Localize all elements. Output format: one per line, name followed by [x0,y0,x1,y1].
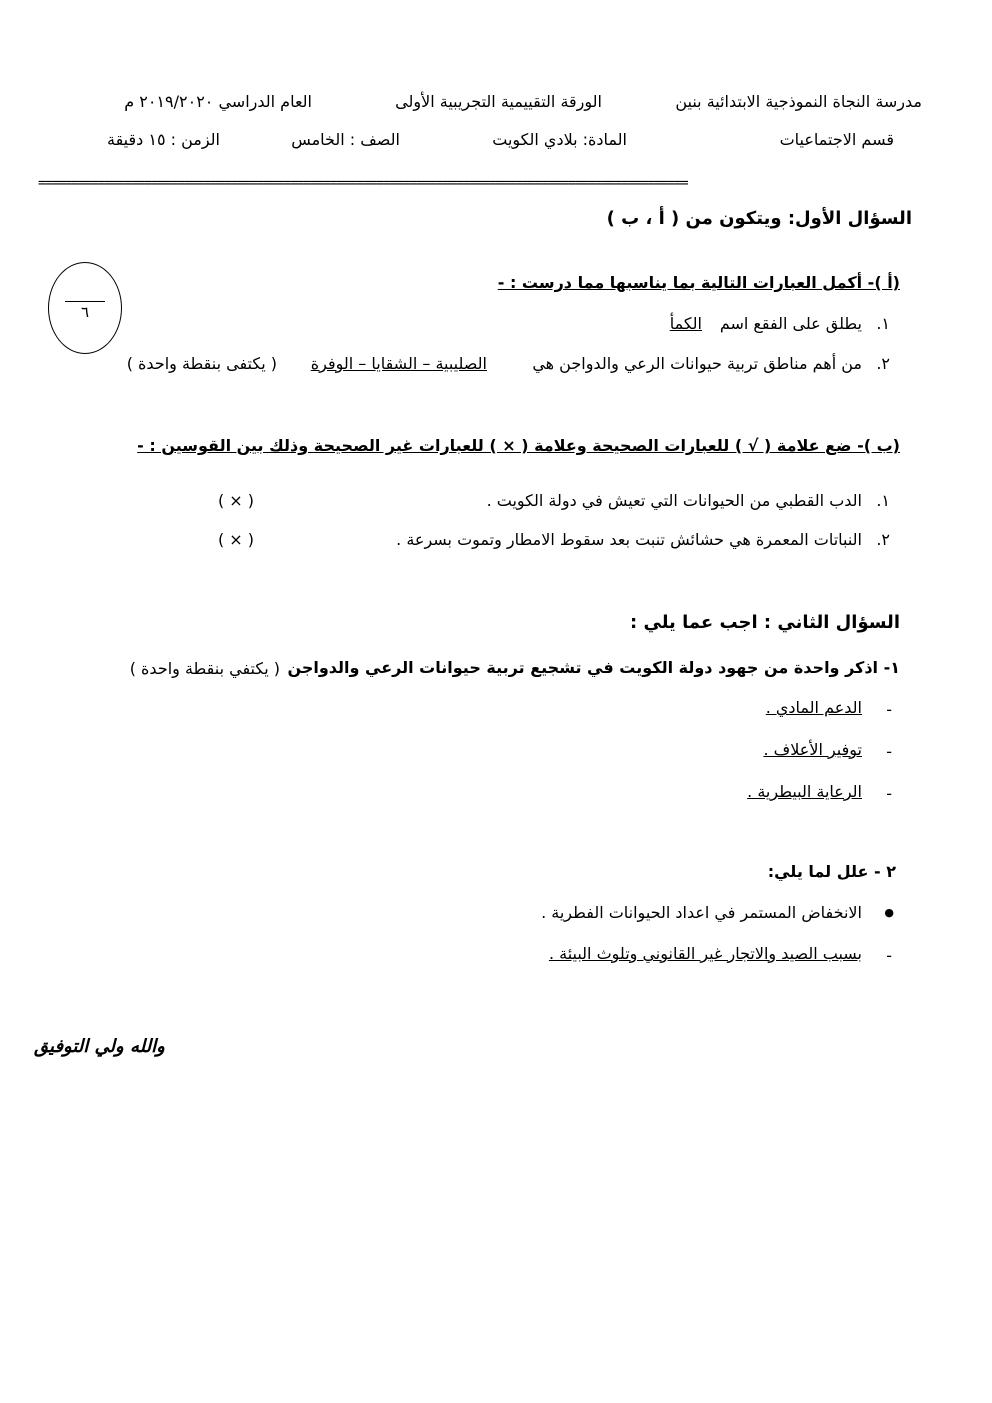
q1b-item2-text: النباتات المعمرة هي حشائش تنبت بعد سقوط الامطار وتموت بسرعة . [396,530,862,549]
answer-dash: - [886,742,892,761]
q2-part1-answer3: الرعاية البيطرية . [747,782,862,801]
q1b-item1-text: الدب القطبي من الحيوانات التي تعيش في دولة الكويت . [486,491,862,510]
q2-part1-answer1: الدعم المادي . [765,698,862,717]
subject: المادة: بلادي الكويت [492,130,627,149]
q1a-item2-note: ( يكتفى بنقطة واحدة ) [126,354,277,373]
q1a-item2-text: من أهم مناطق تربية حيوانات الرعي والدواجن هي [532,354,862,373]
q1b-item1-number: ١. [876,491,890,510]
answer-dash: - [886,946,892,965]
academic-year: العام الدراسي ٢٠١٩/٢٠٢٠ م [124,92,312,111]
q1a-item1-answer: الكمأ [669,314,702,333]
grade: الصف : الخامس [291,130,400,149]
time-allowed: الزمن : ١٥ دقيقة [106,130,220,149]
answer-dash: - [886,784,892,803]
q2-part1-label: ١- اذكر واحدة من جهود دولة الكويت في تشجيع تربية حيوانات الرعي والدواجن [287,658,900,677]
separator-line: ================================================================================================== [38,176,688,190]
q2-part2-bullet: الانخفاض المستمر في اعداد الحيوانات الفطرية . [541,903,862,922]
closing-signature: والله ولي التوفيق [34,1036,165,1057]
q1b-item2-mark: ( × ) [217,530,254,549]
school-name: مدرسة النجاة النموذجية الابتدائية بنين [675,92,922,111]
q1a-item1-text: يطلق على الفقع اسم [719,314,862,333]
q1b-item1-mark: ( × ) [217,491,254,510]
q2-part2-answer: بسبب الصيد والاتجار غير القانوني وتلوث البيئة . [548,944,862,963]
score-value: ٦ [80,303,90,321]
q2-part1-note: ( يكتفي بنقطة واحدة ) [129,659,280,678]
department: قسم الاجتماعيات [779,130,894,149]
answer-dash: - [886,700,892,719]
q1-part-a-label: (أ )- أكمل العبارات التالية بما يناسبها مما درست : - [497,273,900,292]
score-circle [48,262,122,354]
q2-title: السؤال الثاني : اجب عما يلي : [630,612,900,633]
q1a-item2-number: ٢. [876,354,890,373]
score-fraction-line [65,301,105,302]
q1b-item2-number: ٢. [876,530,890,549]
q2-part2-label: ٢ - علل لما يلي: [767,862,896,881]
q1a-item1-number: ١. [876,314,890,333]
q1a-item2-answer: الصليبية – الشقايا – الوفرة [310,354,487,373]
q1-part-b-label: (ب )- ضع علامة ( √ ) للعبارات الصحيحة وعلامة ( × ) للعبارات غير الصحيحة وذلك بين القوسين : - [137,436,900,455]
q1-title: السؤال الأول: ويتكون من ( أ ، ب ) [606,208,912,229]
paper-title: الورقة التقييمية التجريبية الأولى [395,92,602,111]
bullet-icon: ● [884,906,894,919]
q2-part1-answer2: توفير الأعلاف . [763,740,862,759]
